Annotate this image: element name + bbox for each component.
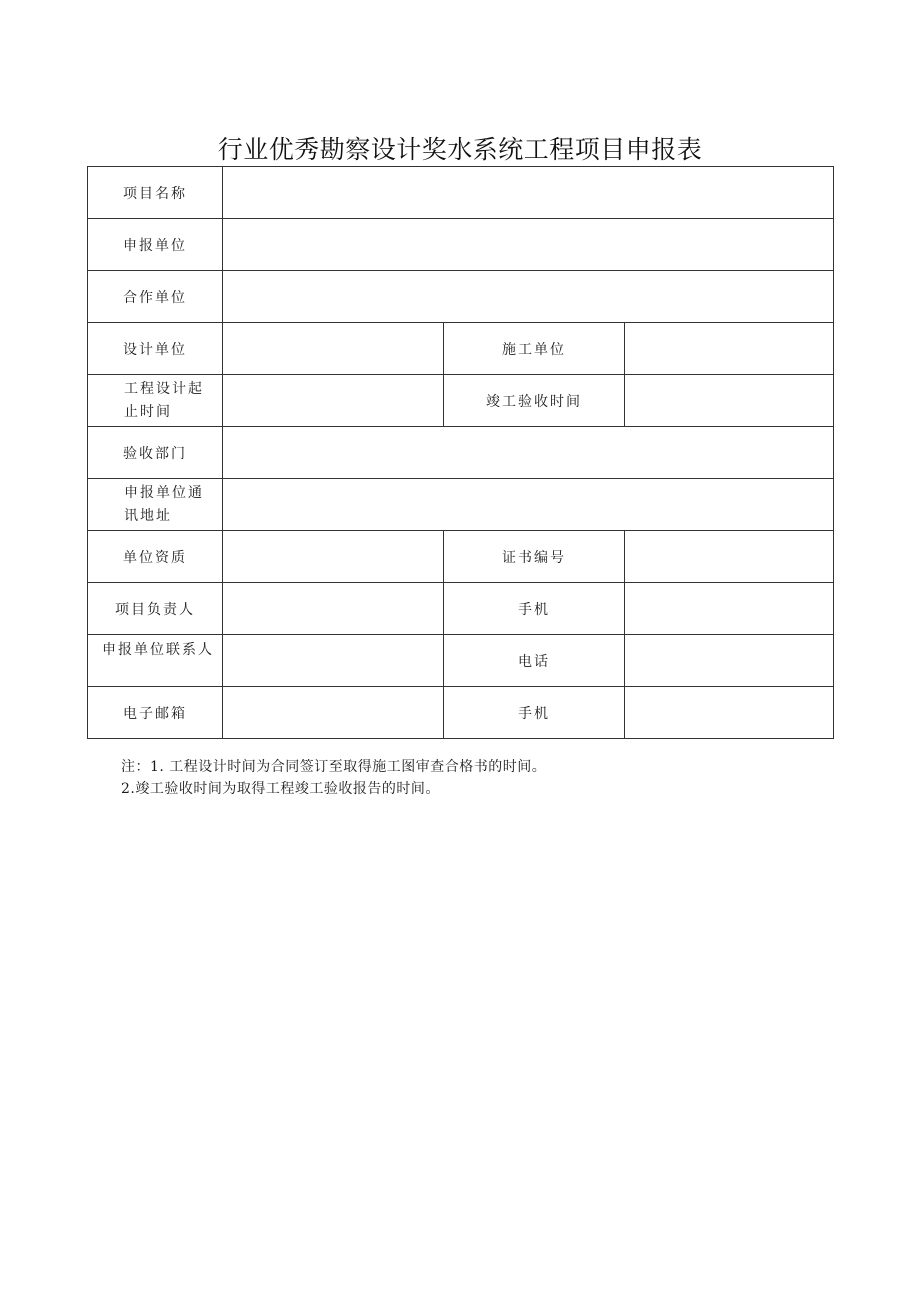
acceptance-dept-label: 验收部门 [88, 427, 223, 479]
table-row [88, 479, 834, 531]
mobile-label-2: 手机 [444, 687, 625, 739]
completion-time-label: 竣工验收时间 [444, 375, 625, 427]
note-1: 注：1. 工程设计时间为合同签订至取得施工图审查合格书的时间。 [121, 759, 547, 775]
design-period-label: 工程设计起止时间 [88, 375, 223, 427]
project-name-label: 项目名称 [88, 167, 223, 219]
table-row [88, 323, 834, 375]
acceptance-dept-field[interactable] [223, 427, 834, 479]
table-row [88, 427, 834, 479]
applicant-unit-label: 申报单位 [88, 219, 223, 271]
design-unit-label: 设计单位 [88, 323, 223, 375]
table-row [88, 219, 834, 271]
design-unit-field[interactable] [223, 323, 444, 375]
notes [121, 756, 546, 800]
table-row [88, 271, 834, 323]
table-row [88, 583, 834, 635]
mobile-label: 手机 [444, 583, 625, 635]
applicant-unit-field[interactable] [223, 219, 834, 271]
page-title: 行业优秀勘察设计奖水系统工程项目申报表 [217, 135, 703, 164]
table-row [88, 531, 834, 583]
project-name-field[interactable] [223, 167, 834, 219]
email-field[interactable] [223, 687, 444, 739]
table-row [88, 375, 834, 427]
note-2: 2.竣工验收时间为取得工程竣工验收报告的时间。 [121, 781, 440, 797]
mobile-field[interactable] [625, 583, 834, 635]
project-leader-label: 项目负责人 [88, 583, 223, 635]
table-row [88, 635, 834, 687]
partner-unit-field[interactable] [223, 271, 834, 323]
mobile-field-2[interactable] [625, 687, 834, 739]
partner-unit-label: 合作单位 [88, 271, 223, 323]
construction-unit-label: 施工单位 [444, 323, 625, 375]
unit-qualification-label: 单位资质 [88, 531, 223, 583]
phone-field[interactable] [625, 635, 834, 687]
table-row [88, 167, 834, 219]
application-form-table [87, 166, 834, 739]
certificate-no-field[interactable] [625, 531, 834, 583]
applicant-address-field[interactable] [223, 479, 834, 531]
applicant-contact-label: 申报单位联系人 [88, 635, 223, 687]
construction-unit-field[interactable] [625, 323, 834, 375]
email-label: 电子邮箱 [88, 687, 223, 739]
design-period-field[interactable] [223, 375, 444, 427]
phone-label: 电话 [444, 635, 625, 687]
applicant-contact-field[interactable] [223, 635, 444, 687]
certificate-no-label: 证书编号 [444, 531, 625, 583]
unit-qualification-field[interactable] [223, 531, 444, 583]
project-leader-field[interactable] [223, 583, 444, 635]
completion-time-field[interactable] [625, 375, 834, 427]
table-row [88, 687, 834, 739]
applicant-address-label: 申报单位通讯地址 [88, 479, 223, 531]
